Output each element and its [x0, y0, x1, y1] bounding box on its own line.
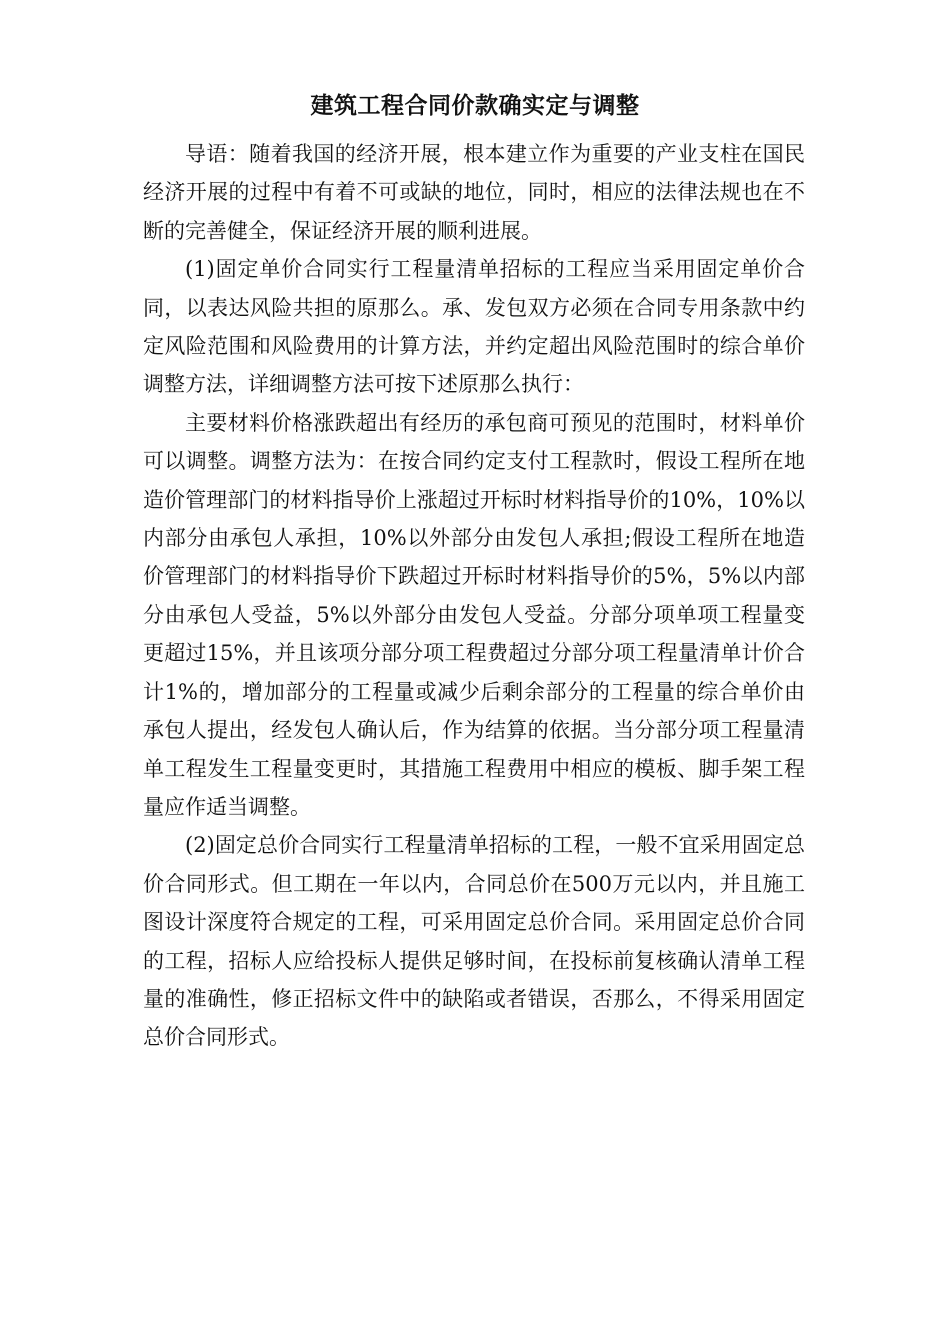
paragraph-fixed-total-price: (2)固定总价合同实行工程量清单招标的工程，一般不宜采用固定总价合同形式。但工期在一年以内，合同总价在500万元以内，并且施工图设计深度符合规定的工程，可采用固定总价合同。采用固定总价合同的工程，招标人应给投标人提供足够时间，在投标前复核确认清单工程量的准确性，修正招标文件中的缺陷或者错误，否那么，不得采用固定总价合同形式。 — [143, 833, 805, 1050]
paragraph-intro: 导语：随着我国的经济开展，根本建立作为重要的产业支柱在国民经济开展的过程中有着不可或缺的地位，同时，相应的法律法规也在不断的完善健全，保证经济开展的顺利进展。 — [143, 142, 805, 243]
document-title: 建筑工程合同价款确实定与调整 — [310, 93, 640, 119]
paragraph-material-price-adjustment: 主要材料价格涨跌超出有经历的承包商可预见的范围时，材料单价可以调整。调整方法为：在按合同约定支付工程款时，假设工程所在地造价管理部门的材料指导价上涨超过开标时材料指导价的10%，10%以内部分由承包人承担，10%以外部分由发包人承担;假设工程所在地造价管理部门的材料指导价下跌超过开标时材料指导价的5%，5%以内部分由承包人受益，5%以外部分由发包人受益。分部分项单项工程量变更超过15%，并且该项分部分项工程费超过分部分项工程量清单计价合计1%的，增加部分的工程量或减少后剩余部分的工程量的综合单价由承包人提出，经发包人确认后，作为结算的依据。当分部分项工程量清单工程发生工程量变更时，其措施工程费用中相应的模板、脚手架工程量应作适当调整。 — [143, 410, 805, 819]
document-body — [143, 135, 805, 1057]
paragraph-fixed-unit-price: (1)固定单价合同实行工程量清单招标的工程应当采用固定单价合同，以表达风险共担的原那么。承、发包双方必须在合同专用条款中约定风险范围和风险费用的计算方法，并约定超出风险范围时的综合单价调整方法，详细调整方法可按下述原那么执行： — [143, 257, 805, 397]
